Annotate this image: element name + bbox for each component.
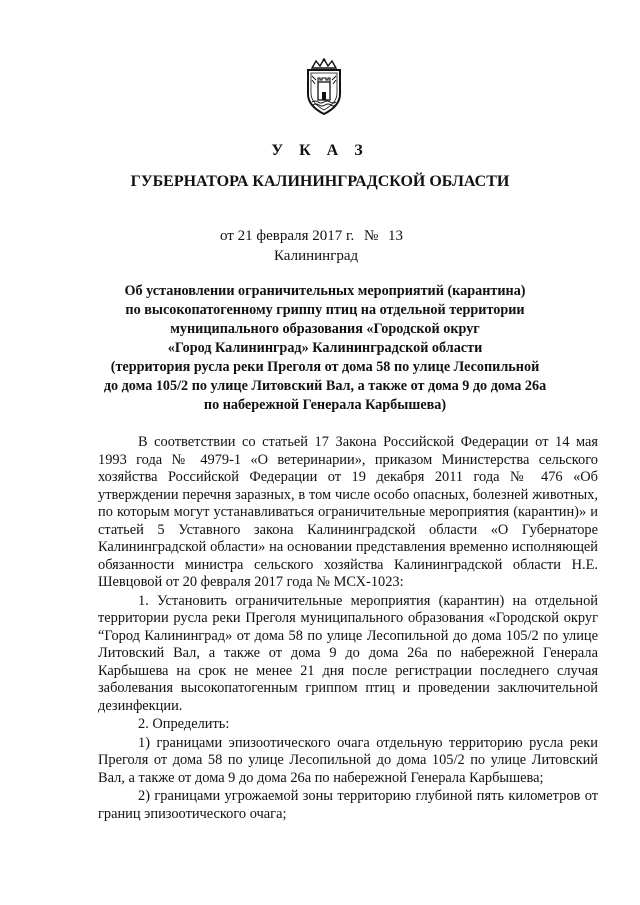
date-line — [220, 228, 409, 245]
clause-paragraph: 1. Установить ограничительные мероприятия (карантин) на отдельной территории русла реки Преголя муниципального образования «Городской округ “Город Калининград» от дома 58 по улице Лесопильной до дома 105/2 по улице Литовский Вал, а также от дома 9 до дома 26а по набережной Генерала Карбышева на срок не менее 21 дня после регистрации последнего случая заболевания высокопатогенным гриппом птиц и проведении заключительной дезинфекции. — [98, 592, 598, 714]
document-city: Калининград — [274, 248, 359, 264]
document-body — [98, 434, 598, 823]
document-title: У К А З — [271, 142, 369, 159]
heading-line: по набережной Генерала Карбышева) — [203, 397, 447, 413]
clause-paragraph: 2. Определить: — [138, 716, 230, 732]
document-heading — [100, 282, 550, 415]
coat-of-arms-icon — [302, 58, 346, 116]
heading-line: (территория русла реки Преголя от дома 58 по улице Лесопильной — [110, 359, 540, 375]
heading-line: «Город Калининград» Калининградской области — [167, 340, 483, 356]
heading-line: муниципального образования «Городской округ — [170, 321, 480, 337]
heading-line: до дома 105/2 по улице Литовский Вал, а также от дома 9 до дома 26а — [103, 378, 547, 394]
number-label: № — [363, 228, 379, 244]
clause-paragraph: 1) границами эпизоотического очага отдельную территорию русла реки Преголя от дома 58 по улице Лесопильной до дома 105/2 по улице Литовский Вал, а также от дома 9 до дома 26а по набережной Генерала Карбышева; — [98, 734, 598, 786]
document-issuer: ГУБЕРНАТОРА КАЛИНИНГРАДСКОЙ ОБЛАСТИ — [130, 173, 510, 190]
heading-line: Об установлении ограничительных мероприятий (карантина) — [124, 283, 526, 299]
preamble-paragraph: В соответствии со статьей 17 Закона Российской Федерации от 14 мая 1993 года № 4979-1 «О ветеринарии», приказом Министерства сельского хозяйства Российской Федерации от 19 декабря 2011 года № 476 «Об утверждении перечня заразных, в том числе особо опасных, болезней животных, по которым могут устанавливаться ограничительные мероприятия (карантин)» и статьей 5 Уставного закона Калининградской области «О Губернаторе Калининградской области» на основании представления временно исполняющей обязанности министра сельского хозяйства Калининградской области Н.Е. Шевцовой от 20 февраля 2017 года № МСХ-1023: — [98, 434, 598, 590]
clause-paragraph: 2) границами угрожаемой зоны территорию глубиной пять километров от границ эпизоотического очага; — [98, 788, 598, 822]
heading-line: по высокопатогенному гриппу птиц на отдельной территории — [125, 302, 525, 318]
document-date: от 21 февраля 2017 г. — [220, 228, 355, 244]
document-number: 13 — [388, 228, 404, 244]
